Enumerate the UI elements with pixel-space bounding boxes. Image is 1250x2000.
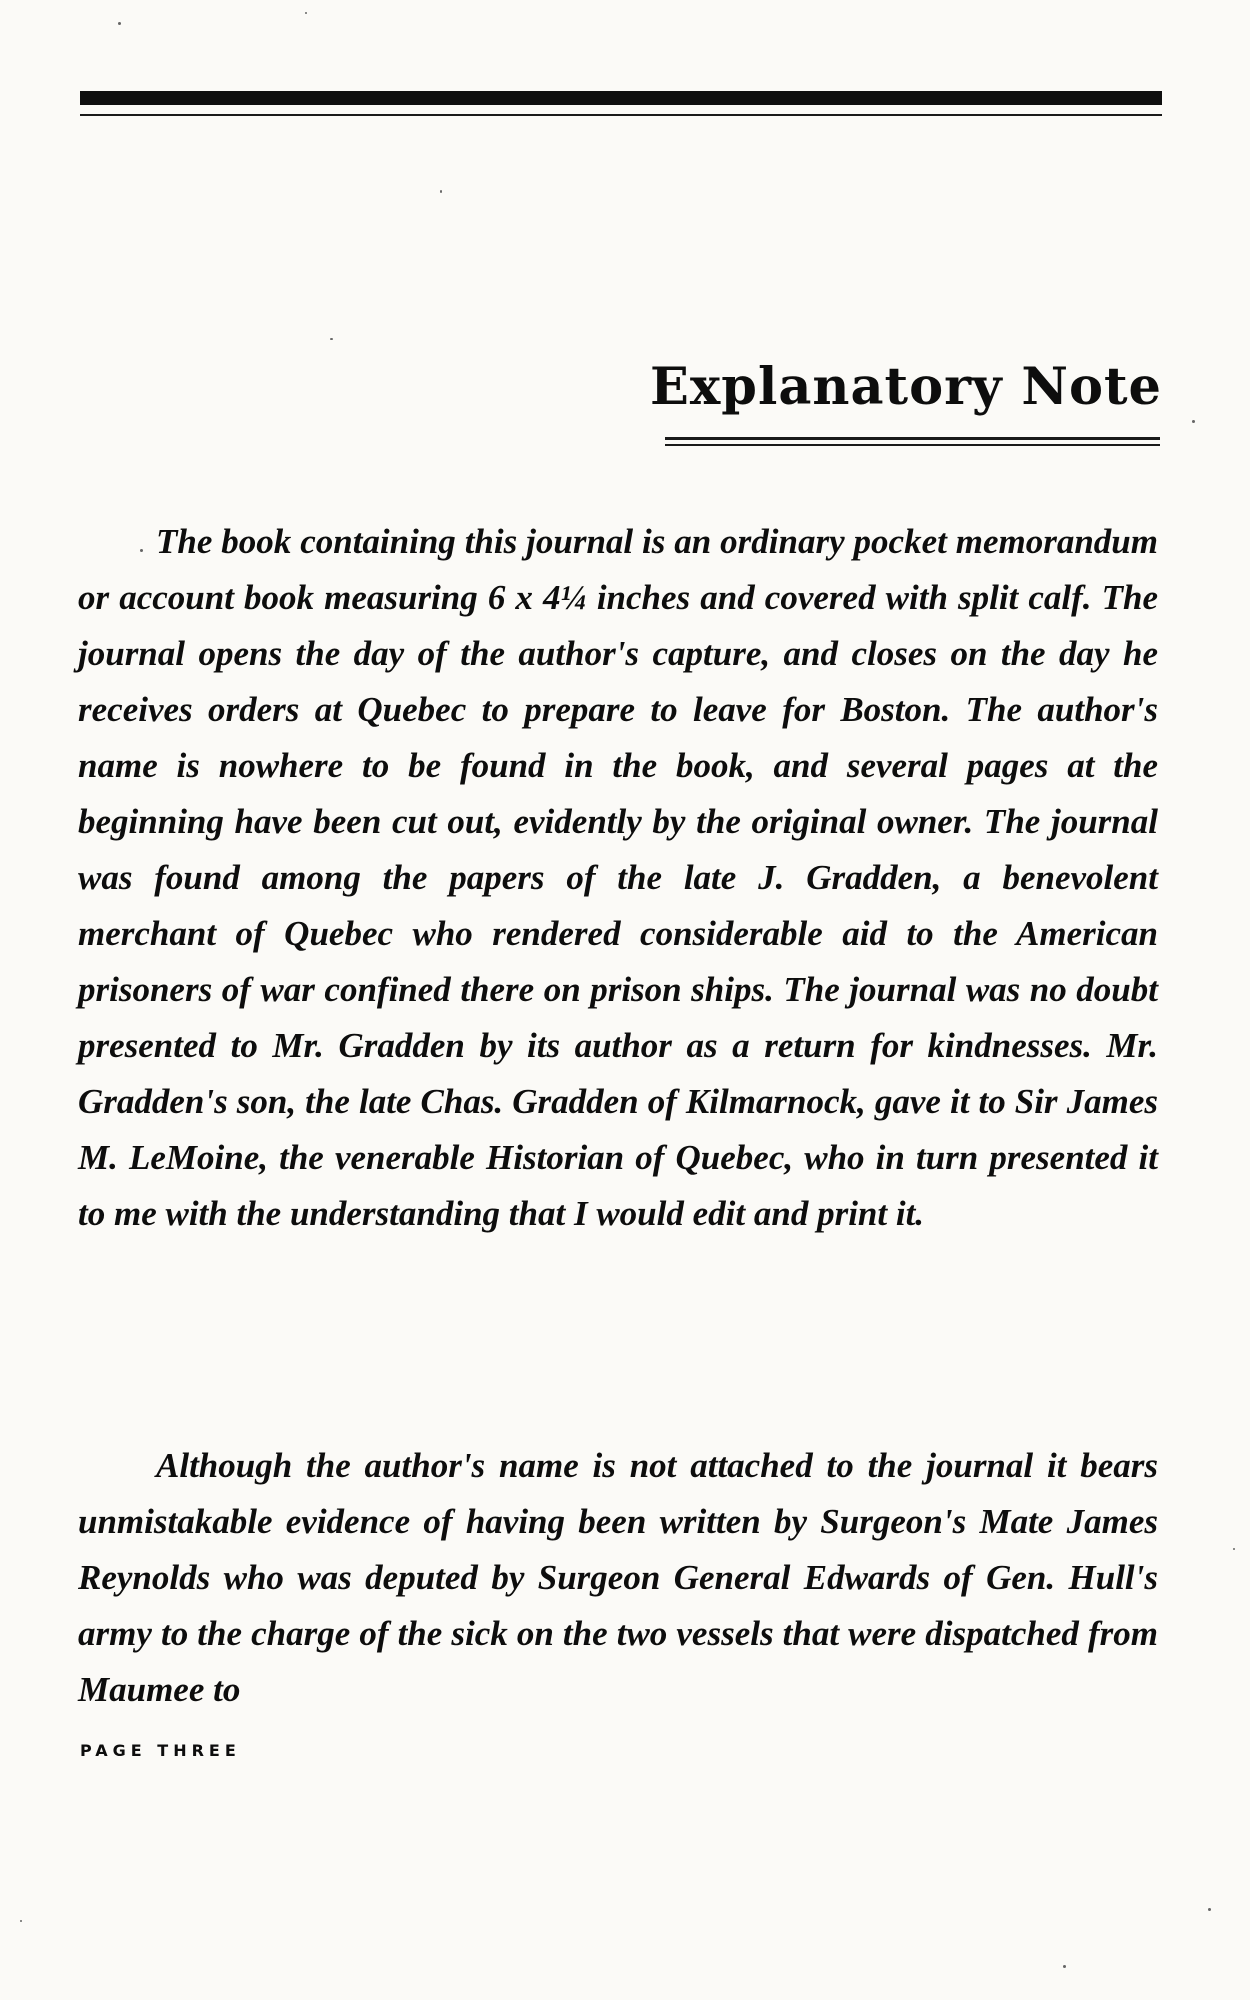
scan-speck [305,12,307,14]
scan-speck [440,190,442,193]
scan-speck [20,1920,22,1922]
scan-speck [1208,1908,1211,1911]
scan-speck [140,549,143,552]
scan-speck [330,338,333,340]
paragraph-1: The book containing this journal is an ordinary pocket memorandum or account book measuring 6 x 4¼ inches and covered with split calf. The journal opens the day of the author's capture, and closes on the day he receives orders at Quebec to prepare to leave for Boston. The author's name is nowhere to be found in the book, and several pages at the beginning have been cut out, evidently by the original owner. The journal was found among the papers of the late J. Gradden, a benevolent merchant of Quebec who rendered considerable aid to the American prisoners of war confined there on prison ships. The journal was no doubt presented to Mr. Gradden by its author as a return for kindnesses. Mr. Gradden's son, the late Chas. Gradden of Kilmarnock, gave it to Sir James M. LeMoine, the venerable Historian of Quebec, who in turn presented it to me with the understanding that I would edit and print it. [78,522,1158,1233]
scan-speck [1233,1548,1235,1550]
paragraph-2: Although the author's name is not attached to the journal it bears unmistakable evidence of having been written by Surgeon's Mate James Reynolds who was deputed by Surgeon General Edwards of Gen. Hull's army to the charge of the sick on the two vessels that were dispatched from Maumee to [78,1446,1158,1709]
header-thin-rule [80,114,1162,116]
scan-speck [1063,1965,1066,1968]
page-footer: PAGE THREE [80,1741,241,1760]
header-thick-rule [80,91,1162,105]
scan-speck [1192,420,1195,423]
scan-speck [118,22,121,25]
title-underline [665,437,1160,440]
page-title: Explanatory Note [650,357,1162,417]
title-underline-secondary [665,444,1160,446]
